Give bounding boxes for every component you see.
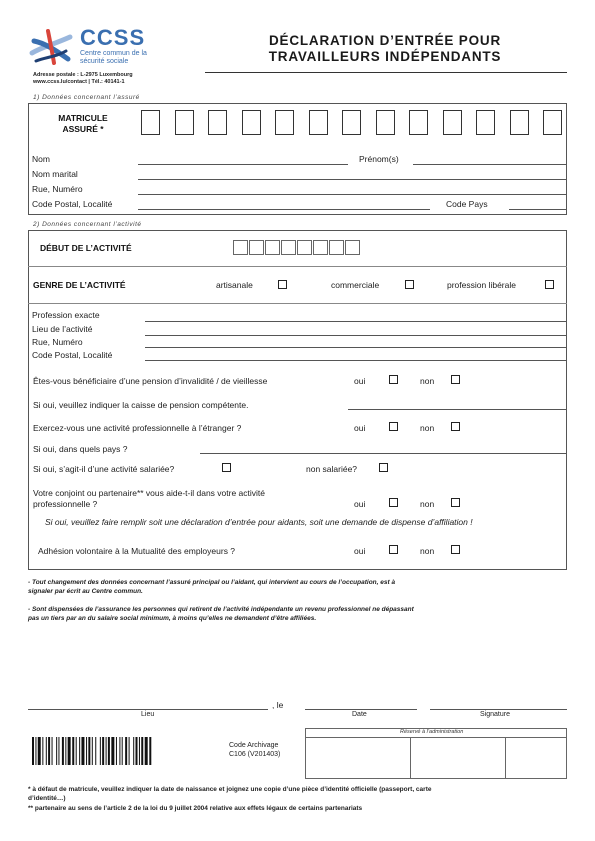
mutualite-non-checkbox[interactable] bbox=[451, 545, 460, 554]
barcode-bar bbox=[92, 737, 93, 765]
title-line-1: DÉCLARATION D’ENTRÉE POUR bbox=[268, 33, 501, 48]
rue-label: Rue, Numéro bbox=[32, 184, 83, 194]
code-pays-label: Code Pays bbox=[446, 199, 488, 209]
admin-header-rule bbox=[305, 737, 567, 738]
conjoint-question bbox=[33, 488, 265, 510]
separator bbox=[28, 266, 567, 267]
matricule-label bbox=[50, 113, 116, 135]
barcode-bar bbox=[125, 737, 127, 765]
footnote-partenaire: ** partenaire au sens de l’article 2 de la loi du 9 juillet 2004 relative aux effets légaux de certains partenariats bbox=[28, 805, 363, 812]
pension-oui-label: oui bbox=[354, 376, 366, 386]
mutualite-non-label: non bbox=[420, 546, 435, 556]
matricule-label-line2: ASSURÉ * bbox=[62, 124, 104, 134]
date-digit-box[interactable] bbox=[281, 240, 296, 255]
etranger-oui-checkbox[interactable] bbox=[389, 422, 398, 431]
barcode-bar bbox=[56, 737, 57, 765]
barcode-bar bbox=[149, 737, 151, 765]
section-1-label: 1) Données concernant l’assuré bbox=[33, 94, 140, 101]
note-dispense-line1: - Sont dispensées de l’assurance les personnes qui retirent de l’activité indépendante un revenu professionnel ne dépassant bbox=[28, 606, 414, 613]
date-caption: Date bbox=[352, 711, 367, 718]
barcode-bar bbox=[116, 737, 117, 765]
matricule-digit-box[interactable] bbox=[208, 110, 227, 135]
contact-line[interactable]: www.ccss.lu/contact | Tél.: 40141-1 bbox=[33, 79, 125, 85]
address-line: Adresse postale : L-2975 Luxembourg bbox=[33, 72, 133, 78]
logo-name: CCSS bbox=[80, 25, 146, 50]
signature-caption: Signature bbox=[480, 711, 510, 718]
liberale-checkbox[interactable] bbox=[545, 280, 554, 289]
non-salariee-checkbox[interactable] bbox=[379, 463, 388, 472]
note-changement bbox=[28, 578, 395, 596]
barcode-bar bbox=[86, 737, 87, 765]
signature-field[interactable] bbox=[430, 709, 567, 710]
postal-address bbox=[33, 72, 133, 86]
barcode-bar bbox=[102, 737, 104, 765]
nom-label: Nom bbox=[32, 154, 50, 164]
admin-reserved-label: Réservé à l’administration bbox=[400, 729, 464, 735]
lieu-signature-field[interactable] bbox=[28, 709, 268, 710]
barcode-bar bbox=[65, 737, 66, 765]
separator bbox=[28, 303, 567, 304]
admin-column-divider bbox=[410, 737, 411, 779]
date-digit-box[interactable] bbox=[249, 240, 264, 255]
barcode-bar bbox=[48, 737, 50, 765]
matricule-digit-box[interactable] bbox=[242, 110, 261, 135]
pension-caisse-question: Si oui, veuillez indiquer la caisse de pension compétente. bbox=[33, 400, 249, 410]
matricule-digit-box[interactable] bbox=[376, 110, 395, 135]
artisanale-label: artisanale bbox=[216, 280, 253, 290]
mutualite-question: Adhésion volontaire à la Mutualité des employeurs ? bbox=[38, 546, 236, 556]
conjoint-oui-label: oui bbox=[354, 499, 366, 509]
barcode-bar bbox=[58, 737, 59, 765]
barcode-bar bbox=[106, 737, 107, 765]
pension-non-checkbox[interactable] bbox=[451, 375, 460, 384]
commerciale-label: commerciale bbox=[331, 280, 380, 290]
genre-activite-label: GENRE DE L’ACTIVITÉ bbox=[33, 280, 126, 290]
etranger-non-label: non bbox=[420, 423, 435, 433]
cp-localite-field[interactable] bbox=[138, 209, 430, 210]
pension-question: Êtes-vous bénéficiaire d’une pension d’invalidité / de vieillesse bbox=[33, 376, 268, 386]
pays-question: Si oui, dans quels pays ? bbox=[33, 444, 128, 454]
code-archivage-label: Code Archivage bbox=[229, 742, 279, 749]
conjoint-non-checkbox[interactable] bbox=[451, 498, 460, 507]
date-digit-box[interactable] bbox=[345, 240, 360, 255]
nom-field[interactable] bbox=[138, 164, 348, 165]
barcode-bar bbox=[76, 737, 77, 765]
commerciale-checkbox[interactable] bbox=[405, 280, 414, 289]
document-title bbox=[200, 33, 570, 65]
pension-caisse-field[interactable] bbox=[348, 409, 567, 410]
matricule-digit-box[interactable] bbox=[275, 110, 294, 135]
non-salariee-label: non salariée? bbox=[306, 464, 358, 474]
barcode-bar bbox=[108, 737, 110, 765]
salariee-question: Si oui, s’agit-il d’une activité salariée? bbox=[33, 464, 175, 474]
barcode-bar bbox=[42, 737, 43, 765]
matricule-digit-box[interactable] bbox=[476, 110, 495, 135]
matricule-digit-box[interactable] bbox=[175, 110, 194, 135]
cp-localite-label: Code Postal, Localité bbox=[32, 199, 113, 209]
note-changement-line2: signaler par écrit au Centre commun. bbox=[28, 588, 143, 595]
barcode-bar bbox=[119, 737, 120, 765]
barcode-bar bbox=[145, 737, 148, 765]
date-digit-box[interactable] bbox=[265, 240, 280, 255]
conjoint-question-line2: professionnelle ? bbox=[33, 499, 98, 509]
etranger-question: Exercez-vous une activité professionnelle à l’étranger ? bbox=[33, 423, 242, 433]
barcode-bar bbox=[46, 737, 47, 765]
date-signature-field[interactable] bbox=[305, 709, 417, 710]
debut-activite-label: DÉBUT DE L’ACTIVITÉ bbox=[40, 243, 132, 253]
code-pays-field[interactable] bbox=[509, 209, 567, 210]
admin-column-divider bbox=[505, 737, 506, 779]
barcode-bar bbox=[100, 737, 101, 765]
prenoms-field[interactable] bbox=[413, 164, 567, 165]
mutualite-oui-label: oui bbox=[354, 546, 366, 556]
conjoint-question-line1: Votre conjoint ou partenaire** vous aide-t-il dans votre activité bbox=[33, 488, 265, 498]
barcode-bar bbox=[139, 737, 140, 765]
liberale-label: profession libérale bbox=[447, 280, 516, 290]
admin-reserved-box bbox=[305, 728, 567, 779]
profession-label: Profession exacte bbox=[32, 310, 100, 320]
rue-activite-field[interactable] bbox=[145, 347, 567, 348]
barcode-bar bbox=[79, 737, 80, 765]
footnote-matricule-line2: d’identité…) bbox=[28, 794, 66, 802]
conjoint-non-label: non bbox=[420, 499, 435, 509]
footnote-matricule bbox=[28, 786, 431, 803]
note-dispense bbox=[28, 605, 414, 623]
title-line-2: TRAVAILLEURS INDÉPENDANTS bbox=[268, 49, 502, 64]
etranger-oui-label: oui bbox=[354, 423, 366, 433]
rue-activite-label: Rue, Numéro bbox=[32, 337, 83, 347]
note-dispense-line2: pas un tiers par an du salaire social minimum, à moins qu’elles ne demandent d’être affiliées. bbox=[28, 615, 317, 622]
conjoint-oui-checkbox[interactable] bbox=[389, 498, 398, 507]
pension-oui-checkbox[interactable] bbox=[389, 375, 398, 384]
le-label: , le bbox=[272, 700, 284, 710]
pension-non-label: non bbox=[420, 376, 435, 386]
profession-field[interactable] bbox=[145, 321, 567, 322]
matricule-digit-box[interactable] bbox=[309, 110, 328, 135]
lieu-caption: Lieu bbox=[141, 711, 155, 718]
barcode-bar bbox=[35, 737, 36, 765]
pays-field[interactable] bbox=[200, 453, 567, 454]
date-digit-box[interactable] bbox=[233, 240, 248, 255]
barcode-bar bbox=[136, 737, 138, 765]
barcode-bar bbox=[122, 737, 123, 765]
salariee-checkbox[interactable] bbox=[222, 463, 231, 472]
date-digit-box[interactable] bbox=[313, 240, 328, 255]
matricule-digit-box[interactable] bbox=[141, 110, 160, 135]
lieu-activite-field[interactable] bbox=[145, 335, 567, 336]
barcode-bar bbox=[95, 737, 96, 765]
lieu-activite-label: Lieu de l’activité bbox=[32, 324, 93, 334]
cp-localite-activite-label: Code Postal, Localité bbox=[32, 350, 113, 360]
barcode-bar bbox=[81, 737, 84, 765]
matricule-digit-box[interactable] bbox=[443, 110, 462, 135]
barcode-bar bbox=[111, 737, 114, 765]
barcode-bar bbox=[72, 737, 74, 765]
barcode-bar bbox=[62, 737, 64, 765]
mutualite-oui-checkbox[interactable] bbox=[389, 545, 398, 554]
barcode-bar bbox=[68, 737, 71, 765]
ccss-logo-mark-icon bbox=[28, 27, 74, 67]
etranger-non-checkbox[interactable] bbox=[451, 422, 460, 431]
barcode-bar bbox=[129, 737, 130, 765]
nom-marital-label: Nom marital bbox=[32, 169, 78, 179]
logo-subtitle: Centre commun de la sécurité sociale bbox=[80, 50, 147, 65]
matricule-digit-box[interactable] bbox=[543, 110, 562, 135]
artisanale-checkbox[interactable] bbox=[278, 280, 287, 289]
footnote-matricule-line1: * à défaut de matricule, veuillez indiquer la date de naissance et joignez une copie d’une pièce d’identité officielle (passeport, carte bbox=[28, 786, 432, 793]
matricule-digit-box[interactable] bbox=[510, 110, 529, 135]
date-digit-box[interactable] bbox=[329, 240, 344, 255]
matricule-label-line1: MATRICULE bbox=[58, 113, 108, 123]
matricule-digit-box[interactable] bbox=[342, 110, 361, 135]
barcode-bar bbox=[88, 737, 90, 765]
cp-localite-activite-field[interactable] bbox=[145, 360, 567, 361]
section-2-label: 2) Données concernant l’activité bbox=[33, 221, 142, 228]
nom-marital-field[interactable] bbox=[138, 179, 567, 180]
prenoms-label: Prénom(s) bbox=[359, 154, 399, 164]
code-archivage bbox=[229, 741, 280, 759]
conjoint-note: Si oui, veuillez faire remplir soit une déclaration d’entrée pour aidants, soit une demande de dispense d’affiliation ! bbox=[45, 517, 473, 527]
barcode-bar bbox=[38, 737, 41, 765]
date-digit-box[interactable] bbox=[297, 240, 312, 255]
code-archivage-value: C106 (V201403) bbox=[229, 751, 281, 758]
rue-field[interactable] bbox=[138, 194, 567, 195]
barcode-bar bbox=[52, 737, 53, 765]
barcode-bar bbox=[141, 737, 143, 765]
barcode-icon bbox=[32, 737, 208, 765]
note-changement-line1: - Tout changement des données concernant l’assuré principal ou l’aidant, qui intervient au cours de l’occupation, est à bbox=[28, 579, 396, 586]
title-rule bbox=[205, 72, 567, 73]
barcode-bar bbox=[32, 737, 34, 765]
barcode-bar bbox=[133, 737, 134, 765]
matricule-digit-box[interactable] bbox=[409, 110, 428, 135]
